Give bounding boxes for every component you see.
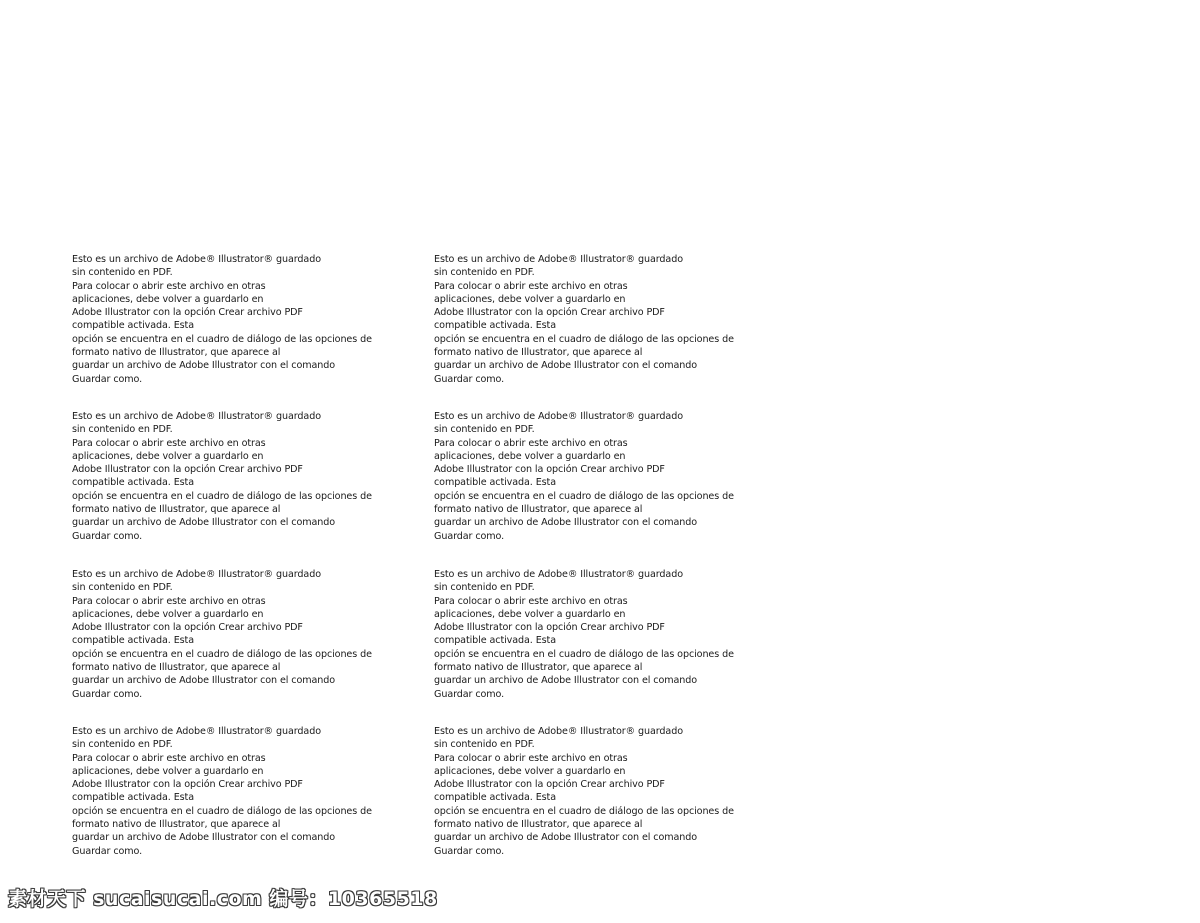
pdf-notice-text-block: Esto es un archivo de Adobe® Illustrator® guardado sin contenido en PDF. Para colocar o abrir este archivo en otras aplicaciones, debe volver a guardarlo en Adobe Illustrator con la opción Crear archivo PDF compatible activada. Esta opción se encuentra en el cuadro de diálogo de las opciones de formato nativo de Illustrator, que aparece al guardar un archivo de Adobe Illustrator con el comando Guardar como.: [434, 726, 734, 857]
pdf-notice-text-block: Esto es un archivo de Adobe® Illustrator® guardado sin contenido en PDF. Para colocar o abrir este archivo en otras aplicaciones, debe volver a guardarlo en Adobe Illustrator con la opción Crear archivo PDF compatible activada. Esta opción se encuentra en el cuadro de diálogo de las opciones de formato nativo de Illustrator, que aparece al guardar un archivo de Adobe Illustrator con el comando Guardar como.: [72, 569, 372, 700]
pdf-notice-text-block: Esto es un archivo de Adobe® Illustrator® guardado sin contenido en PDF. Para colocar o abrir este archivo en otras aplicaciones, debe volver a guardarlo en Adobe Illustrator con la opción Crear archivo PDF compatible activada. Esta opción se encuentra en el cuadro de diálogo de las opciones de formato nativo de Illustrator, que aparece al guardar un archivo de Adobe Illustrator con el comando Guardar como.: [434, 569, 734, 700]
site-watermark: 素材天下 sucaisucai.com 编号：10365518: [8, 888, 438, 910]
pdf-notice-text-block: Esto es un archivo de Adobe® Illustrator® guardado sin contenido en PDF. Para colocar o abrir este archivo en otras aplicaciones, debe volver a guardarlo en Adobe Illustrator con la opción Crear archivo PDF compatible activada. Esta opción se encuentra en el cuadro de diálogo de las opciones de formato nativo de Illustrator, que aparece al guardar un archivo de Adobe Illustrator con el comando Guardar como.: [434, 254, 734, 385]
pdf-notice-text-block: Esto es un archivo de Adobe® Illustrator® guardado sin contenido en PDF. Para colocar o abrir este archivo en otras aplicaciones, debe volver a guardarlo en Adobe Illustrator con la opción Crear archivo PDF compatible activada. Esta opción se encuentra en el cuadro de diálogo de las opciones de formato nativo de Illustrator, que aparece al guardar un archivo de Adobe Illustrator con el comando Guardar como.: [72, 254, 372, 385]
pdf-notice-text-block: Esto es un archivo de Adobe® Illustrator® guardado sin contenido en PDF. Para colocar o abrir este archivo en otras aplicaciones, debe volver a guardarlo en Adobe Illustrator con la opción Crear archivo PDF compatible activada. Esta opción se encuentra en el cuadro de diálogo de las opciones de formato nativo de Illustrator, que aparece al guardar un archivo de Adobe Illustrator con el comando Guardar como.: [72, 411, 372, 542]
pdf-notice-text-block: Esto es un archivo de Adobe® Illustrator® guardado sin contenido en PDF. Para colocar o abrir este archivo en otras aplicaciones, debe volver a guardarlo en Adobe Illustrator con la opción Crear archivo PDF compatible activada. Esta opción se encuentra en el cuadro de diálogo de las opciones de formato nativo de Illustrator, que aparece al guardar un archivo de Adobe Illustrator con el comando Guardar como.: [434, 411, 734, 542]
pdf-notice-text-block: Esto es un archivo de Adobe® Illustrator® guardado sin contenido en PDF. Para colocar o abrir este archivo en otras aplicaciones, debe volver a guardarlo en Adobe Illustrator con la opción Crear archivo PDF compatible activada. Esta opción se encuentra en el cuadro de diálogo de las opciones de formato nativo de Illustrator, que aparece al guardar un archivo de Adobe Illustrator con el comando Guardar como.: [72, 726, 372, 857]
